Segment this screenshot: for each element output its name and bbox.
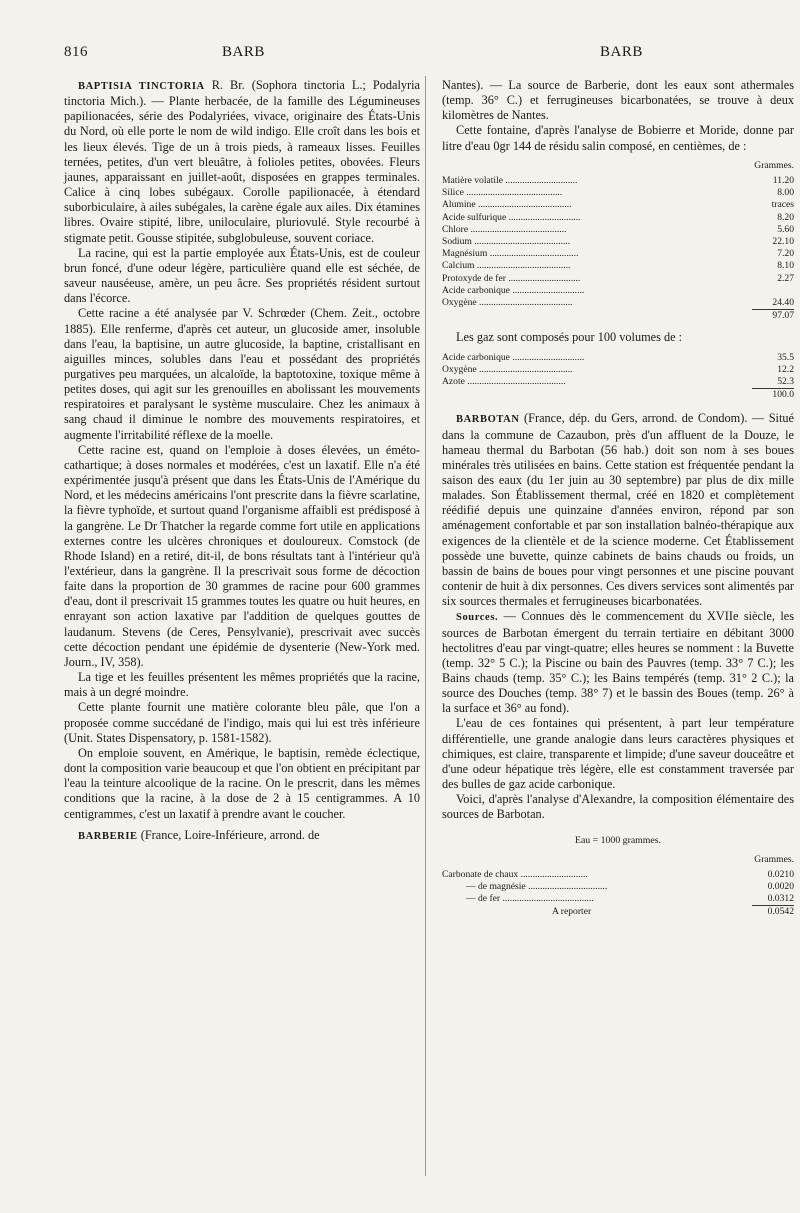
paragraph: Les gaz sont composés pour 100 volumes de : bbox=[456, 330, 683, 345]
table-cell-label: Chlore ........................................ bbox=[442, 223, 567, 235]
table-cell-value: traces bbox=[771, 199, 794, 211]
table-cell-label: — de magnésie ................................. bbox=[466, 881, 608, 893]
table-total-label: A reporter bbox=[552, 905, 592, 917]
paragraph-text: — Connues dès le commencement du XVIIe siècle, les sources de Barbotan émergent du terrain tertiaire en débitant 3000 hectolitres d'eau par vingt-quatre; elles heures se nomment : la Buvette (temp. 32° 5 C.); la Piscine ou bain des Pauvres (temp. 33° 7 C.); les Bains chauds (temp. 35° C.); les Bains tempérés (temp. 31° 2 C.); la source des Douches (temp. 38° 7) et le bassin des Boues (temp. 26° à la surface et 36° au fond). bbox=[442, 609, 794, 716]
table-total: 100.0 bbox=[752, 389, 794, 402]
composition-table bbox=[442, 869, 794, 919]
table-row bbox=[442, 175, 794, 187]
table-row bbox=[442, 224, 794, 236]
table-total-row bbox=[442, 310, 794, 323]
paragraph-text: R. Br. (Sophora tinctoria L.; Podalyria tinctoria Mich.). — Plante herbacée, de la famille des Légumineuses papilionacées, série des Podalyriées, vivace, originaire des États-Unis du Nord, où elle porte le nom de wild indigo. Elle croît dans les bois et les lieux élevés. Tige de un à trois pieds, à rameaux lisses. Feuilles ternées, petites, d'un vert bleuâtre, à folioles petites, obovées. Fleurs jaunes, apparaissant en juillet-août, disposées en grappes terminales. Calice à cinq lobes subégaux. Corolle papilionacée, à étendard suborbiculaire, à ailes subégales, la carène égale aux ailes. Dix étamines libres. Ovaire stipité, libre, uniloculaire, pluriovulé. Style recourbé à stigmate petit. Gousse stipitée, subglobuleuse, souvent coriace. bbox=[64, 78, 421, 245]
paragraph: Cette fontaine, d'après l'analyse de Bobierre et Moride, donne par litre d'eau 0gr 144 de résidu salin composé, en centièmes, de : bbox=[442, 123, 794, 153]
running-head-right: BARB bbox=[600, 44, 643, 60]
table-cell-label: Azote ......................................... bbox=[442, 375, 566, 387]
table-cell-value: 8.20 bbox=[777, 211, 794, 223]
table-row bbox=[442, 199, 794, 211]
right-column bbox=[442, 78, 794, 919]
table-row bbox=[442, 187, 794, 199]
table-cell-value bbox=[752, 285, 794, 297]
paragraph: Voici, d'après l'analyse d'Alexandre, la composition élémentaire des sources de Barbotan. bbox=[442, 792, 794, 822]
table-row bbox=[442, 297, 794, 310]
table-row bbox=[442, 869, 794, 881]
table-cell-value: 0.0210 bbox=[767, 868, 794, 880]
table-cell-label: — de fer ...................................... bbox=[466, 893, 594, 905]
table-row bbox=[442, 273, 794, 285]
table-row bbox=[442, 893, 794, 906]
table-cell-label: Calcium ....................................... bbox=[442, 260, 571, 272]
entry-heading: BAPTISIA TINCTORIA bbox=[78, 81, 205, 92]
entry-baptisia bbox=[64, 78, 420, 246]
table-cell-label: Acide carbonique .............................. bbox=[442, 351, 585, 363]
paragraph: On emploie souvent, en Amérique, le baptisin, remède éclectique, dont la composition varie beaucoup et que l'on obtient en précipitant par l'eau la teinture alcoolique de la racine. On le prescrit, dans les mêmes conditions que la racine, à la dose de 2 à 15 centigrammes. A 10 centigrammes, c'est un laxatif à prendre avant le coucher. bbox=[64, 745, 420, 821]
column-divider bbox=[425, 76, 426, 1176]
left-column bbox=[64, 78, 420, 844]
table-row bbox=[442, 364, 794, 376]
table-cell-label: Sodium ........................................ bbox=[442, 235, 571, 247]
running-head-left: BARB bbox=[222, 44, 265, 60]
paragraph-text: (France, Loire-Inférieure, arrond. de bbox=[140, 827, 320, 842]
table-cell-value: 7.20 bbox=[777, 248, 794, 260]
table-row bbox=[442, 260, 794, 272]
table-cell-label: Protoxyde de fer .............................. bbox=[442, 272, 581, 284]
table-total: 0.0542 bbox=[752, 906, 794, 919]
table-cell-value: 24.40 bbox=[772, 296, 794, 308]
table-row bbox=[442, 352, 794, 364]
table-cell-label: Matière volatile .............................. bbox=[442, 174, 578, 186]
table-cell-label: Silice ........................................ bbox=[442, 187, 563, 199]
table-cell-label: Acide sulfurique .............................. bbox=[442, 211, 581, 223]
table-total-row bbox=[442, 389, 794, 402]
table-row bbox=[442, 376, 794, 389]
paragraph-sources bbox=[442, 609, 794, 716]
table-total-row bbox=[442, 906, 794, 919]
paragraph: Cette racine a été analysée par V. Schrœder (Chem. Zeit., octobre 1885). Elle renferme, d'après cet auteur, un glucoside amer, insoluble dans l'eau, la baptisine, un autre glucoside, la baptine, cristallisant en aiguilles minces, solubles dans l'eau et possédant des propriétés purgatives peu marquées, un alcaloïde, la baptotoxine, toxique même à petites doses, qui agit sur les grenouilles en abolissant les mouvements respiratoires et paralysant le système musculaire. Chez les animaux à sang chaud il diminue le nombre des mouvements respiratoires, et augmente l'irritabilité réflexe de la moelle. bbox=[64, 306, 420, 442]
table-total: 97.07 bbox=[752, 310, 794, 323]
table-cell-value: 22.10 bbox=[772, 235, 794, 247]
table-row bbox=[442, 236, 794, 248]
table-cell-value: 11.20 bbox=[772, 174, 794, 186]
table-cell-label: Alumine ....................................... bbox=[442, 199, 572, 211]
gas-table bbox=[442, 352, 794, 402]
section-heading: Sources. bbox=[456, 612, 499, 624]
table-cell-value: 0.0020 bbox=[767, 881, 794, 893]
table-unit: Grammes. bbox=[754, 853, 794, 865]
table-cell-label: Acide carbonique .............................. bbox=[442, 284, 585, 296]
table-cell-value: 2.27 bbox=[777, 272, 794, 284]
table-cell-value: 5.60 bbox=[777, 223, 794, 235]
table-caption: Eau = 1000 grammes. bbox=[574, 834, 662, 846]
paragraph: L'eau de ces fontaines qui présentent, à part leur température différentielle, une grande analogie dans leurs caractères physiques et chimiques, est claire, transparente et limpide; d'une saveur douceâtre et d'une odeur hépatique très légère, elle est constamment traversée par des bulles de gaz acide carbonique. bbox=[442, 716, 794, 792]
table-row bbox=[442, 212, 794, 224]
table-row bbox=[442, 881, 794, 893]
paragraph: La racine, qui est la partie employée aux États-Unis, est de couleur brun foncé, d'une odeur légère, particulière quand elle est séchée, de saveur nauséeuse, amère, un peu âcre. Ses propriétés résident surtout dans l'écorce. bbox=[64, 245, 420, 306]
table-cell-label: Oxygène ....................................... bbox=[442, 363, 573, 375]
table-row bbox=[442, 285, 794, 297]
table-cell-label: Magnésium ..................................... bbox=[442, 248, 579, 260]
page-number: 816 bbox=[64, 44, 88, 60]
table-cell-value: 8.00 bbox=[777, 187, 794, 199]
paragraph: Nantes). — La source de Barberie, dont les eaux sont athermales (temp. 36° C.) et ferrugineuses bicarbonatées, se trouve à deux kilomètres de Nantes. bbox=[442, 78, 794, 123]
entry-barbotan bbox=[442, 411, 794, 609]
table-cell-value: 0.0312 bbox=[767, 893, 794, 905]
table-cell-label: Carbonate de chaux ............................ bbox=[442, 868, 588, 880]
table-cell-value: 35.5 bbox=[777, 351, 794, 363]
paragraph: Cette racine est, quand on l'emploie à doses élevées, un éméto-cathartique; à doses normales et modérées, c'est un laxatif. Elle n'a été expérimentée jusqu'à présent que dans les États-Unis de l'Amérique du Nord, et les médecins américains l'ont prescrite dans la fièvre scarlatine, la fièvre typhoïde, et surtout quand l'organisme affaibli est prédisposé à la gangrène. Le Dr Thatcher la regarde comme fort utile en applications externes contre les ulcères chroniques et douloureux. Comstock (de Rhode Island) en a retiré, dit-il, de bons résultats tant à l'intérieur qu'à l'extérieur, dans la gangrène. Il la prescrivait sous forme de décoction faite dans la proportion de 30 grammes de racine pour 600 grammes d'eau, dont il prescrivait 15 grammes toutes les quatre ou huit heures, en enrayant son action laxative par l'addition de quelques gouttes de laudanum. Stevens (de Ceres, Pensylvanie), prescrivait avec succès cette décoction pendant une épidémie de dysenterie (New-York med. Journ., IV, 358). bbox=[64, 442, 420, 669]
table-row bbox=[442, 248, 794, 260]
table-cell-label: Oxygène ....................................... bbox=[442, 296, 573, 308]
residue-table bbox=[442, 175, 794, 322]
entry-heading: BARBOTAN bbox=[456, 414, 520, 426]
table-cell-value: 12.2 bbox=[777, 363, 794, 375]
table-unit: Grammes. bbox=[754, 159, 794, 171]
paragraph-text: (France, dép. du Gers, arrond. de Condom). — Situé dans la commune de Cazaubon, près d'un affluent de la Douze, le hameau thermal du Barbotan (56 hab.) doit son nom à ses boues minérales très utilisées en bains. Cette station est fréquentée pendant la saison des eaux (du 1er juin au 30 septembre) par plus de dix mille malades. Son Établissement thermal, créé en 1820 et complètement réédifié depuis une quinzaine d'années environ, répond par son aménagement confortable et par son installation balnéo-thérapique aux exigences de la clientèle et de la science moderne. Cet Établissement possède une buvette, quinze cabinets de bains chauds ou froids, un bassin de bains de boues pour vingt personnes et une piscine pouvant contenir de huit à dix personnes. Ces divers services sont alimentés par six sources thermales et ferrugineuses bicarbonatées. bbox=[442, 411, 794, 609]
table-cell-value: 8.10 bbox=[777, 260, 794, 272]
entry-heading: BARBERIE bbox=[78, 830, 138, 842]
paragraph: Cette plante fournit une matière colorante bleu pâle, que l'on a proposée comme succédané de l'indigo, mais qui lui est très inférieure (Unit. States Dispensatory, p. 1581-1582). bbox=[64, 700, 420, 745]
entry-barberie bbox=[64, 828, 420, 844]
paragraph: La tige et les feuilles présentent les mêmes propriétés que la racine, mais à un degré moindre. bbox=[64, 670, 420, 700]
table-cell-value: 52.3 bbox=[777, 375, 794, 387]
